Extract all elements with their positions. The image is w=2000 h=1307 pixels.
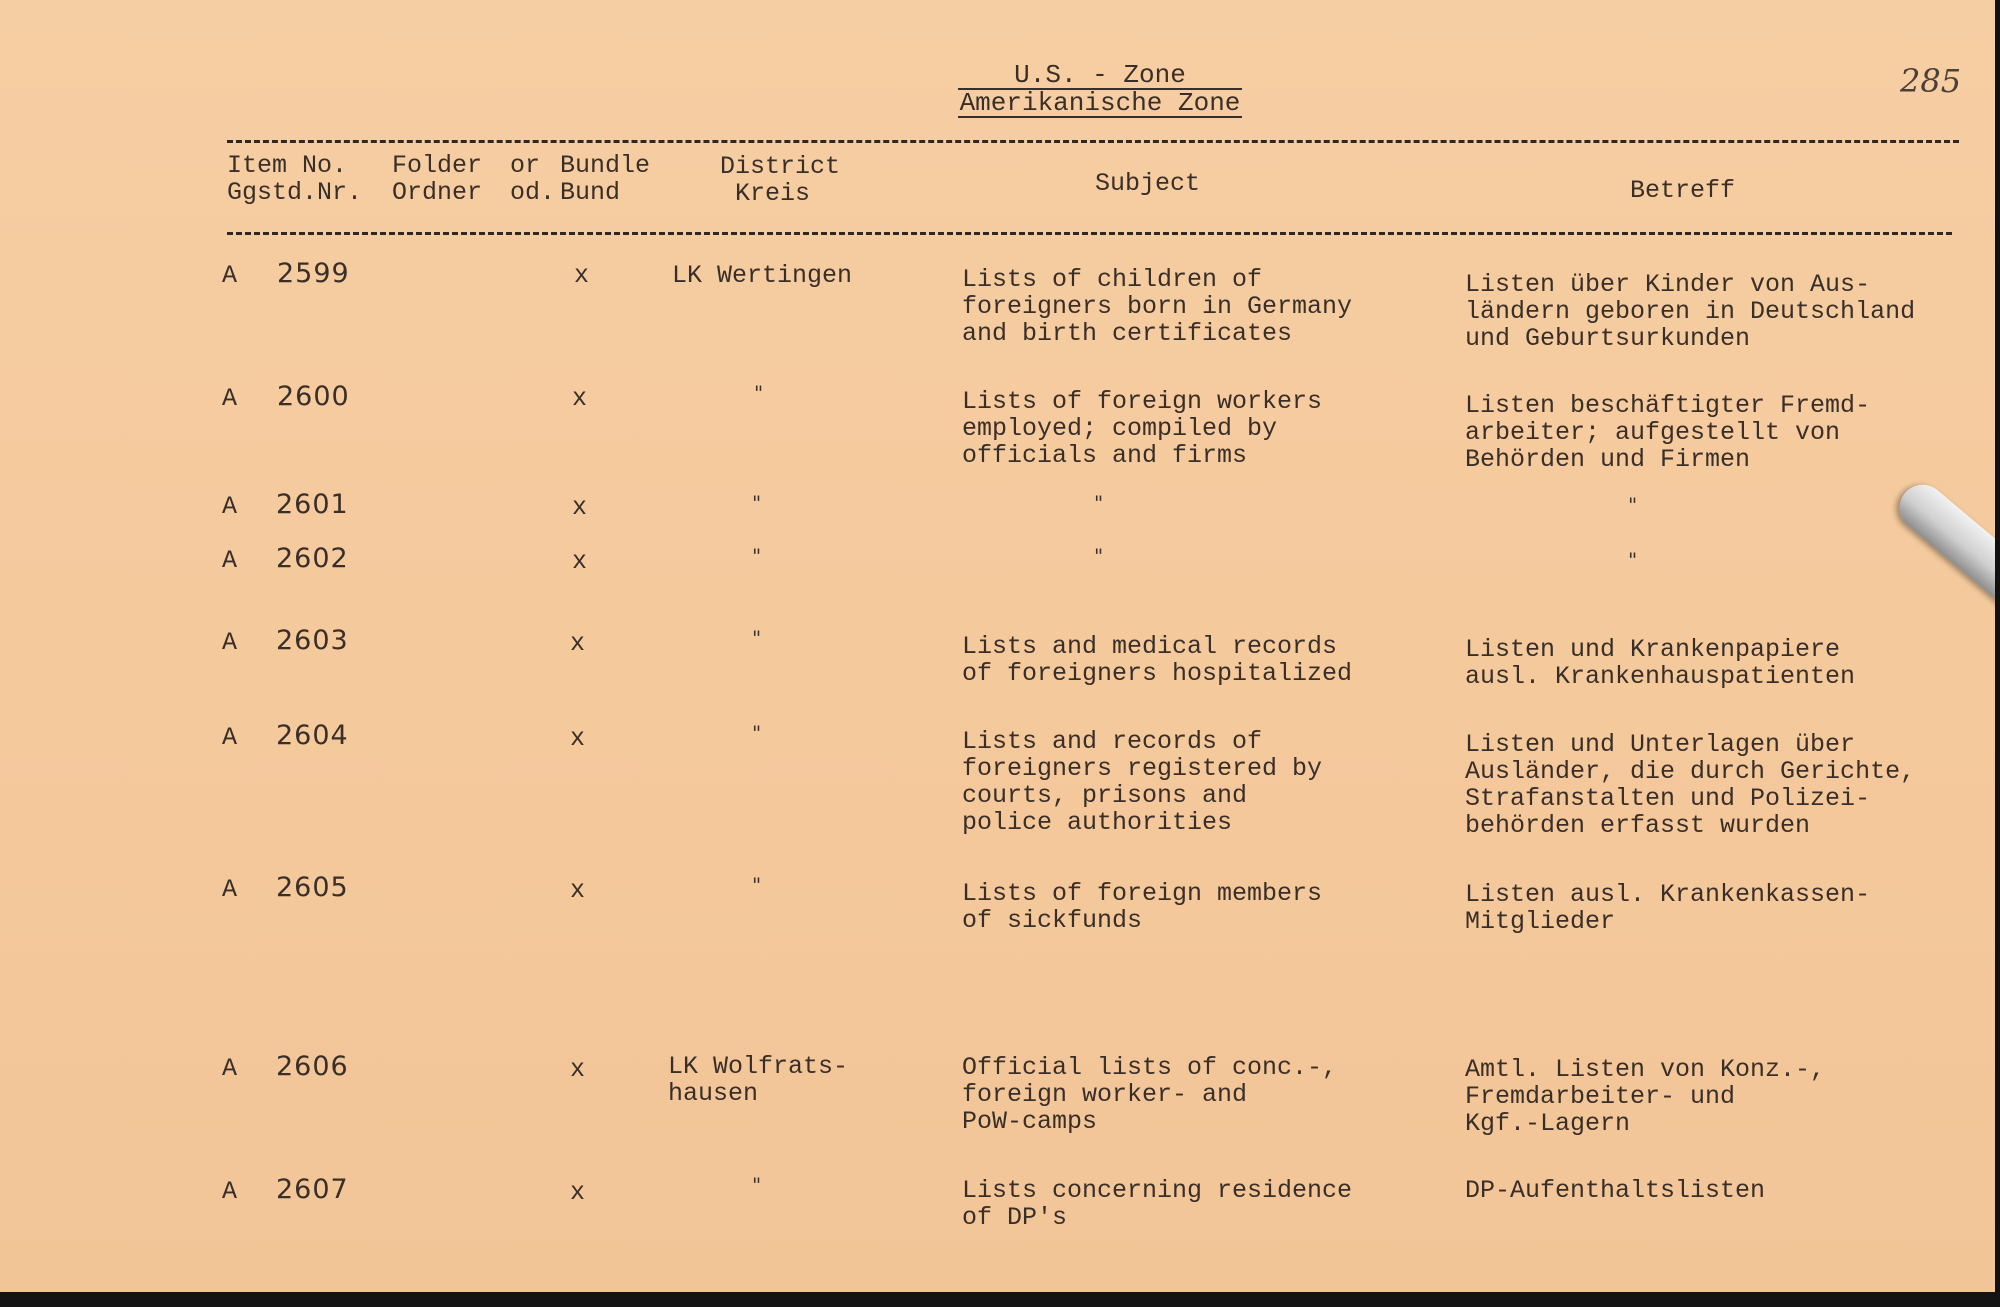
subject-ditto: " [1094,544,1104,568]
district-ditto: " [752,491,762,515]
district-ditto: " [752,873,762,897]
item-number: 2605 [276,872,349,903]
bundle-mark: x [570,1178,586,1207]
item-number: 2602 [276,543,349,574]
subject-cell: Lists of foreign members of sickfunds [962,879,1323,935]
item-prefix: A [222,261,238,290]
item-prefix: A [222,1054,238,1083]
bundle-mark: x [572,384,588,413]
betreff-cell: Amtl. Listen von Konz.-, Fremdarbeiter- und Kgf.-Lagern [1465,1055,1826,1138]
betreff-cell: Listen und Krankenpapiere ausl. Krankenhauspatienten [1465,635,1856,691]
zone-heading [900,62,1300,118]
item-number: 2606 [276,1051,349,1082]
bundle-mark: x [572,493,588,522]
item-prefix: A [222,875,238,904]
bundle-mark: x [572,547,588,576]
bundle-mark: x [574,261,590,290]
item-prefix: A [222,546,238,575]
item-number: 2607 [276,1174,349,1205]
district-ditto: " [752,721,762,745]
item-prefix: A [222,723,238,752]
item-number: 2603 [276,625,349,656]
pen-tip [1890,475,1995,639]
subject-ditto: " [1094,491,1104,515]
scan-edge-bottom [0,1292,2000,1307]
column-header-district: District Kreis [720,152,841,208]
item-number: 2604 [276,720,349,751]
betreff-ditto: " [1628,493,1638,517]
betreff-cell: DP-Aufenthaltslisten [1465,1176,1766,1205]
betreff-ditto: " [1628,548,1638,572]
column-header-betreff: Betreff [1630,176,1736,205]
column-header-subject: Subject [1095,169,1201,198]
district-ditto: " [754,381,764,405]
item-prefix: A [222,628,238,657]
district-cell: LK Wertingen [672,261,853,290]
bundle-mark: x [570,1055,586,1084]
district-ditto: " [752,1173,762,1197]
betreff-cell: Listen beschäftigter Fremd- arbeiter; aufgestellt von Behörden und Firmen [1465,391,1871,474]
subject-cell: Official lists of conc.-, foreign worker- and PoW-camps [962,1053,1338,1136]
item-prefix: A [222,492,238,521]
item-number: 2599 [277,258,350,289]
zone-subtitle: Amerikanische Zone [959,88,1241,118]
subject-cell: Lists of foreign workers employed; compiled by officials and firms [962,387,1323,470]
page-number: 285 [1900,62,1962,100]
bundle-mark: x [570,629,586,658]
column-header-or: or od. [510,151,556,207]
item-prefix: A [222,384,238,413]
subject-cell: Lists concerning residence of DP's [962,1176,1353,1232]
bundle-mark: x [570,876,586,905]
district-ditto: " [752,544,762,568]
item-number: 2600 [277,381,350,412]
betreff-cell: Listen und Unterlagen über Ausländer, die durch Gerichte, Strafanstalten und Polizei- behörden erfasst wurden [1465,730,1916,840]
header-top-rule [227,140,1959,143]
bundle-mark: x [570,724,586,753]
subject-cell: Lists and medical records of foreigners hospitalized [962,632,1353,688]
subject-cell: Lists of children of foreigners born in Germany and birth certificates [962,265,1353,348]
item-number: 2601 [276,489,349,520]
column-header-bundle: Bundle Bund [560,151,651,207]
item-prefix: A [222,1177,238,1206]
betreff-cell: Listen ausl. Krankenkassen- Mitglieder [1465,880,1871,936]
zone-title: U.S. - Zone [1014,60,1186,90]
district-ditto: " [752,626,762,650]
scan-edge-right [1995,0,2000,1307]
district-cell: LK Wolfrats- hausen [668,1052,849,1108]
column-header-folder: Folder Ordner [392,151,483,207]
betreff-cell: Listen über Kinder von Aus- ländern geboren in Deutschland und Geburtsurkunden [1465,270,1916,353]
column-header-item: Item No. Ggstd.Nr. [227,151,363,207]
header-bottom-rule [227,232,1952,235]
subject-cell: Lists and records of foreigners registered by courts, prisons and police authorities [962,727,1323,837]
